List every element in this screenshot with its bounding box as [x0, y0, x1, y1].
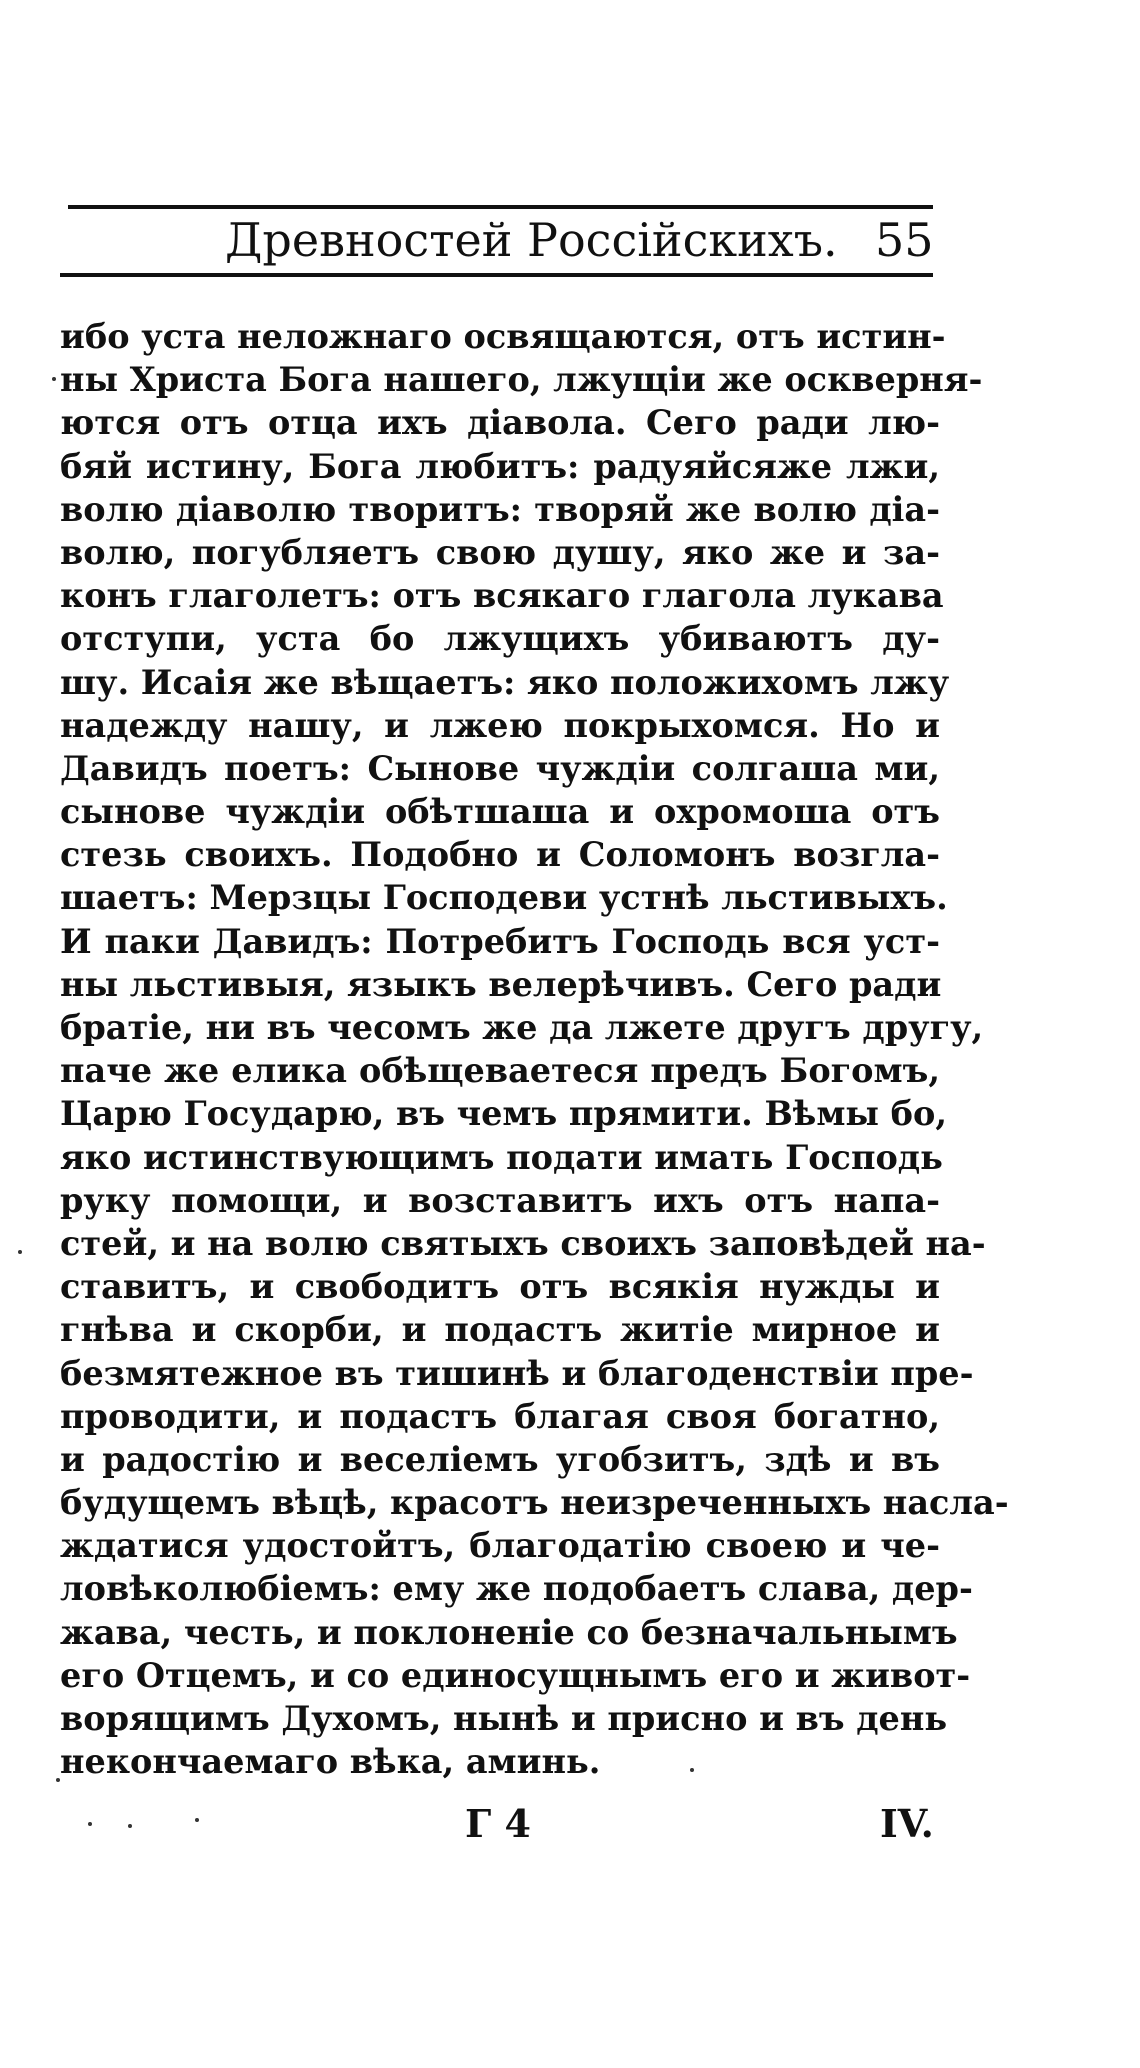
text-line: ставитъ, и свободитъ отъ всякія нужды и — [60, 1267, 940, 1307]
text-line: ются отъ отца ихъ діавола. Сего ради лю- — [60, 403, 940, 443]
signature-mark: Г 4 — [465, 1801, 531, 1846]
text-line: ны Христа Бога нашего, лжущіи же оскверня- — [60, 360, 983, 400]
text-line: шаетъ: Мерзцы Господеви устнѣ льстивыхъ. — [60, 878, 948, 918]
text-line: надежду нашу, и лжею покрыхомся. Но и — [60, 705, 940, 745]
text-line: шу. Исаія же вѣщаетъ: яко положихомъ лжу — [60, 662, 950, 702]
text-line: и радостію и веселіемъ угобзитъ, здѣ и въ — [60, 1439, 940, 1479]
text-line: ибо уста неложнаго освящаются, отъ истин- — [60, 317, 946, 356]
text-line: отступи, уста бо лжущихъ убиваютъ ду- — [60, 619, 940, 659]
text-line: паче же елика обѣщеваетеся предъ Богомъ, — [60, 1051, 940, 1091]
text-line: стей, и на волю святыхъ своихъ заповѣдей на- — [60, 1223, 986, 1263]
text-line: проводити, и подастъ благая своя богатно, — [60, 1396, 940, 1436]
ink-speck — [128, 1824, 132, 1828]
text-line: будущемъ вѣцѣ, красотъ неизреченныхъ насла- — [60, 1483, 1009, 1523]
ink-speck — [88, 1822, 92, 1826]
text-line: бяй истину, Бога любитъ: радуяйсяже лжи, — [60, 446, 940, 486]
text-line: жава, честь, и поклоненіе со безначальнымъ — [60, 1612, 958, 1652]
text-line: волю діаволю творитъ: творяй же волю діа- — [60, 489, 940, 529]
body-text — [60, 315, 1009, 1783]
text-line: его Отцемъ, и со единосущнымъ его и живот- — [60, 1655, 971, 1695]
page-number: 55 — [875, 213, 934, 267]
header-rule-bottom — [60, 273, 933, 277]
text-line: И паки Давидъ: Потребитъ Господь вся уст- — [60, 921, 940, 961]
ink-speck — [690, 1768, 694, 1772]
text-line: гнѣва и скорби, и подастъ житіе мирное и — [60, 1310, 940, 1350]
text-line: руку помощи, и возставитъ ихъ отъ напа- — [60, 1180, 940, 1220]
ink-speck — [56, 1778, 60, 1782]
text-line: Давидъ поетъ: Сынове чуждіи солгаша ми, — [60, 748, 940, 788]
text-line: волю, погубляетъ свою душу, яко же и за- — [60, 532, 940, 572]
text-line: стезь своихъ. Подобно и Соломонъ возгла- — [60, 835, 940, 875]
text-line: конъ глаголетъ: отъ всякаго глагола лукава — [60, 576, 944, 616]
text-line-last: некончаемаго вѣка, аминь. — [60, 1742, 601, 1782]
ink-speck — [18, 1250, 22, 1254]
catchword: IV. — [880, 1801, 934, 1846]
ink-speck — [52, 377, 56, 381]
text-line: братіе, ни въ чесомъ же да лжете другъ другу, — [60, 1008, 984, 1047]
text-line: ловѣколюбіемъ: ему же подобаетъ слава, дер- — [60, 1569, 973, 1609]
ink-speck — [195, 1818, 199, 1822]
text-line: ны льстивыя, языкъ велерѣчивъ. Сего ради — [60, 964, 942, 1004]
text-line: сынове чуждіи обѣтшаша и охромоша отъ — [60, 792, 940, 832]
text-line: безмятежное въ тишинѣ и благоденствіи пре- — [60, 1353, 974, 1393]
running-title: Древностей Россійскихъ. — [225, 213, 838, 267]
text-line: ждатися удостойтъ, благодатію своею и че- — [60, 1526, 940, 1566]
text-line: Царю Государю, въ чемъ прямити. Вѣмы бо, — [60, 1094, 948, 1134]
text-line: яко истинствующимъ подати имать Господь — [60, 1137, 943, 1177]
header-rule-top — [68, 205, 933, 209]
text-line: ворящимъ Духомъ, нынѣ и присно и въ день — [60, 1699, 948, 1738]
